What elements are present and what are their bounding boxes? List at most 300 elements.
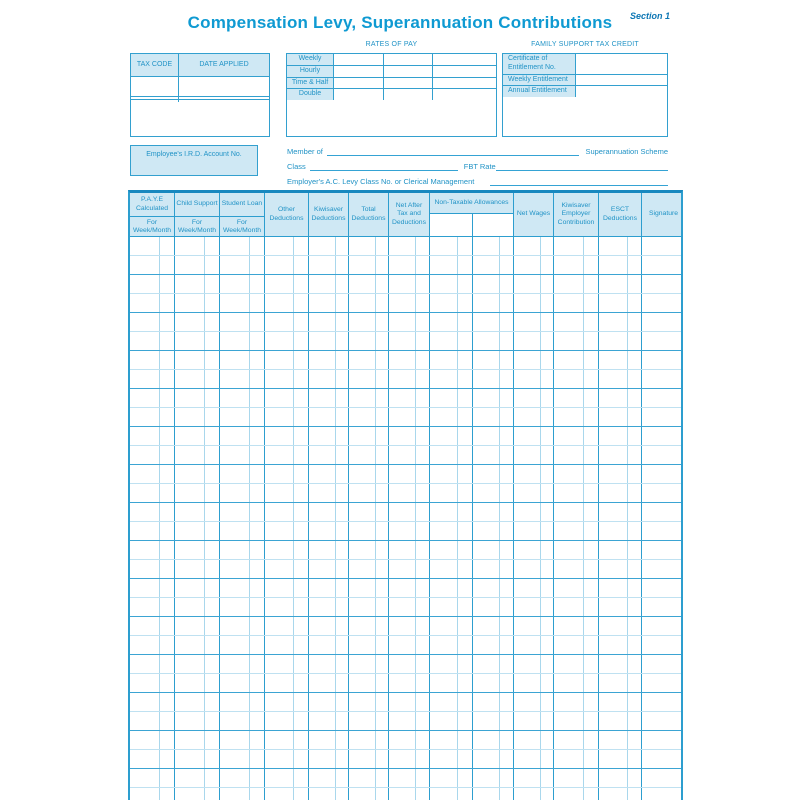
non-taxable-half-cell [472,446,514,464]
dollars-cell [265,408,293,426]
dollars-cell [554,750,583,768]
signature-cell [642,693,685,711]
dollars-cell [599,731,627,749]
money-cell [554,256,599,274]
cents-cell [204,446,219,464]
dollars-cell [309,674,335,692]
cents-cell [375,237,388,255]
money-cell [514,674,554,692]
table-row [130,598,681,617]
non-taxable-cell [430,674,514,692]
money-cell [514,731,554,749]
non-taxable-half-cell [430,712,472,730]
money-cell [265,769,309,787]
money-cell [220,712,265,730]
dollars-cell [473,294,500,312]
dollars-cell [349,370,375,388]
money-cell [220,465,265,483]
money-cell [349,522,389,540]
cents-cell [335,674,348,692]
money-cell [309,617,349,635]
cents-cell [249,598,264,616]
cents-cell [249,541,264,559]
cents-cell [249,769,264,787]
cents-cell [335,636,348,654]
dollars-cell [130,522,159,540]
money-cell [554,712,599,730]
signature-cell [642,389,685,407]
non-taxable-half-cell [472,389,514,407]
money-cell [130,275,175,293]
dollars-cell [130,655,159,673]
money-cell [130,522,175,540]
dollars-cell [599,408,627,426]
dollars-cell [309,351,335,369]
money-cell [514,769,554,787]
cents-cell [249,579,264,597]
money-cell [389,693,430,711]
cents-cell [457,503,471,521]
cents-cell [540,408,553,426]
dollars-cell [599,275,627,293]
cents-cell [293,731,308,749]
dollars-cell [389,503,415,521]
dollars-cell [554,769,583,787]
money-cell [265,503,309,521]
money-cell [514,712,554,730]
dollars-cell [349,427,375,445]
cents-cell [583,636,598,654]
cents-cell [204,560,219,578]
money-cell [220,503,265,521]
column-header-label: Non-Taxable Allowances [434,198,509,206]
non-taxable-half-cell [430,332,472,350]
column-header [599,193,642,236]
cents-cell [499,427,513,445]
money-cell [514,560,554,578]
dollars-cell [130,275,159,293]
money-cell [349,237,389,255]
money-cell [130,465,175,483]
dollars-cell [265,598,293,616]
signature-cell [642,769,685,787]
dollars-cell [473,256,500,274]
cents-cell [375,541,388,559]
dollars-cell [309,636,335,654]
rate-row-label: Time & Half [287,78,334,89]
cents-cell [293,351,308,369]
cents-cell [540,769,553,787]
cents-cell [540,446,553,464]
column-header [265,193,309,236]
cents-cell [159,712,174,730]
money-cell [309,313,349,331]
dollars-cell [473,560,500,578]
cents-cell [583,370,598,388]
money-cell [514,465,554,483]
cents-cell [204,598,219,616]
cents-cell [249,294,264,312]
cents-cell [415,275,429,293]
dollars-cell [473,617,500,635]
table-row [130,617,681,636]
dollars-cell [349,731,375,749]
cents-cell [159,750,174,768]
dollars-cell [430,617,457,635]
table-row [130,370,681,389]
cents-cell [293,541,308,559]
dollars-cell [554,332,583,350]
non-taxable-cell [430,389,514,407]
family-row [503,75,667,87]
money-cell [349,351,389,369]
cents-cell [415,256,429,274]
cents-cell [583,693,598,711]
cents-cell [375,313,388,331]
dollars-cell [599,237,627,255]
column-header-label: Other Deductions [269,206,304,222]
money-cell [349,332,389,350]
cents-cell [499,237,513,255]
dollars-cell [389,522,415,540]
money-subcell [473,788,514,800]
non-taxable-half-cell [472,750,514,768]
non-taxable-half-cell [430,674,472,692]
money-cell [554,522,599,540]
money-cell [175,389,220,407]
money-cell [514,484,554,502]
money-cell [554,560,599,578]
cents-cell [540,522,553,540]
money-cell [130,389,175,407]
cents-cell [499,275,513,293]
cents-cell [204,427,219,445]
dollars-cell [554,560,583,578]
cents-cell [415,484,429,502]
money-subcell [473,617,514,635]
money-subcell [473,503,514,521]
money-cell [309,655,349,673]
cents-cell [375,731,388,749]
money-cell [554,579,599,597]
non-taxable-cell [430,465,514,483]
dollars-cell [130,332,159,350]
cents-cell [415,294,429,312]
cents-cell [457,712,471,730]
dollars-cell [599,541,627,559]
cents-cell [540,313,553,331]
money-cell [265,427,309,445]
money-subcell [430,769,472,787]
cents-cell [415,579,429,597]
dollars-cell [309,427,335,445]
money-cell [309,560,349,578]
dollars-cell [175,332,204,350]
money-cell [514,408,554,426]
cents-cell [204,237,219,255]
cents-cell [204,389,219,407]
dollars-cell [309,712,335,730]
dollars-cell [349,693,375,711]
money-cell [599,351,642,369]
cents-cell [627,427,641,445]
money-cell [309,237,349,255]
money-cell [130,674,175,692]
non-taxable-half-cell [430,275,472,293]
dollars-cell [389,617,415,635]
cents-cell [457,427,471,445]
dollars-cell [554,484,583,502]
cents-cell [627,237,641,255]
money-cell [309,446,349,464]
cents-cell [335,579,348,597]
table-row [130,389,681,408]
dollars-cell [389,465,415,483]
money-cell [554,617,599,635]
family-row [503,86,667,97]
dollars-cell [554,522,583,540]
cents-cell [335,617,348,635]
cents-cell [375,408,388,426]
signature-cell [642,560,685,578]
dollars-cell [389,351,415,369]
money-subcell [430,598,472,616]
dollars-cell [130,465,159,483]
dollars-cell [130,788,159,800]
cents-cell [415,731,429,749]
dollars-cell [130,313,159,331]
non-taxable-half-cell [472,408,514,426]
dollars-cell [554,693,583,711]
dollars-cell [130,256,159,274]
dollars-cell [599,693,627,711]
dollars-cell [265,237,293,255]
money-cell [265,332,309,350]
non-taxable-half-cell [430,598,472,616]
dollars-cell [473,503,500,521]
dollars-cell [130,769,159,787]
cents-cell [375,522,388,540]
dollars-cell [349,769,375,787]
rate-row [287,78,496,90]
money-cell [265,313,309,331]
dollars-cell [599,769,627,787]
dollars-cell [554,313,583,331]
money-subcell [473,313,514,331]
money-cell [349,446,389,464]
non-taxable-cell [430,294,514,312]
dollars-cell [514,598,540,616]
date-applied-cell [179,100,269,102]
table-row [130,446,681,465]
cents-cell [204,294,219,312]
cents-cell [204,484,219,502]
money-subcell [430,636,472,654]
dollars-cell [309,750,335,768]
dollars-cell [220,541,249,559]
dollars-cell [220,522,249,540]
cents-cell [457,446,471,464]
cents-cell [249,560,264,578]
money-cell [389,541,430,559]
dollars-cell [220,788,249,800]
dollars-cell [265,332,293,350]
dollars-cell [175,655,204,673]
money-cell [554,769,599,787]
dollars-cell [220,484,249,502]
money-subcell [430,427,472,445]
non-taxable-half-cell [472,788,514,800]
signature-cell [642,598,685,616]
column-header-label: Kiwisaver Employer Contribution [557,202,595,226]
money-cell [220,522,265,540]
dollars-cell [473,427,500,445]
cents-cell [415,389,429,407]
cents-cell [249,427,264,445]
non-taxable-half-cell [472,598,514,616]
member-of-rule [327,145,580,156]
cents-cell [540,503,553,521]
dollars-cell [349,313,375,331]
cents-cell [249,313,264,331]
dollars-cell [514,389,540,407]
dollars-cell [309,313,335,331]
cents-cell [159,655,174,673]
signature-cell [642,294,685,312]
cents-cell [627,370,641,388]
money-cell [265,484,309,502]
dollars-cell [430,655,457,673]
cents-cell [249,446,264,464]
money-cell [175,598,220,616]
money-cell [130,769,175,787]
dollars-cell [349,541,375,559]
dollars-cell [473,579,500,597]
non-taxable-half-cell [430,351,472,369]
money-cell [265,275,309,293]
dollars-cell [473,541,500,559]
cents-cell [249,712,264,730]
cents-cell [375,598,388,616]
money-cell [309,750,349,768]
money-cell [130,503,175,521]
cents-cell [499,579,513,597]
non-taxable-cell [430,332,514,350]
money-cell [309,731,349,749]
column-header [309,193,349,236]
money-cell [130,560,175,578]
money-cell [309,408,349,426]
dollars-cell [430,579,457,597]
cents-cell [457,256,471,274]
money-cell [175,484,220,502]
dollars-cell [430,788,457,800]
cents-cell [159,427,174,445]
money-subcell [473,427,514,445]
rate-input-cell [433,66,496,77]
money-cell [599,275,642,293]
money-subcell [430,731,472,749]
dollars-cell [430,294,457,312]
cents-cell [540,598,553,616]
dollars-cell [265,503,293,521]
cents-cell [335,560,348,578]
cents-cell [499,655,513,673]
dollars-cell [130,750,159,768]
cents-cell [583,389,598,407]
cents-cell [627,750,641,768]
cents-cell [293,788,308,800]
dollars-cell [175,541,204,559]
money-cell [130,237,175,255]
dollars-cell [309,370,335,388]
money-cell [309,351,349,369]
cents-cell [159,446,174,464]
money-cell [389,446,430,464]
dollars-cell [599,503,627,521]
money-cell [175,522,220,540]
cents-cell [375,351,388,369]
table-row [130,484,681,503]
non-taxable-half-cell [472,712,514,730]
levy-class-line-row [287,175,668,186]
dollars-cell [389,579,415,597]
dollars-cell [175,237,204,255]
money-cell [554,446,599,464]
money-cell [265,693,309,711]
signature-cell [642,427,685,445]
non-taxable-cell [430,693,514,711]
money-subcell [473,484,514,502]
cents-cell [583,503,598,521]
money-cell [514,294,554,312]
money-cell [349,389,389,407]
table-row [130,541,681,560]
money-cell [554,541,599,559]
cents-cell [415,522,429,540]
tax-code-header-cell: TAX CODE [131,54,179,76]
cents-cell [540,370,553,388]
non-taxable-half-cell [472,294,514,312]
money-cell [309,579,349,597]
cents-cell [293,693,308,711]
cents-cell [540,351,553,369]
dollars-cell [349,655,375,673]
dollars-cell [389,712,415,730]
dollars-cell [265,674,293,692]
table-row [130,788,681,800]
money-subcell [430,579,472,597]
money-cell [309,712,349,730]
dollars-cell [220,617,249,635]
family-row-label: Certificate of Entitlement No. [503,54,576,74]
money-cell [130,788,175,800]
cents-cell [627,275,641,293]
cents-cell [293,465,308,483]
money-cell [514,636,554,654]
cents-cell [457,465,471,483]
non-taxable-cell [430,579,514,597]
money-cell [309,275,349,293]
cents-cell [457,693,471,711]
table-row [130,769,681,788]
money-cell [389,332,430,350]
table-row [130,636,681,655]
cents-cell [540,617,553,635]
money-cell [514,275,554,293]
dollars-cell [514,750,540,768]
dollars-cell [389,769,415,787]
